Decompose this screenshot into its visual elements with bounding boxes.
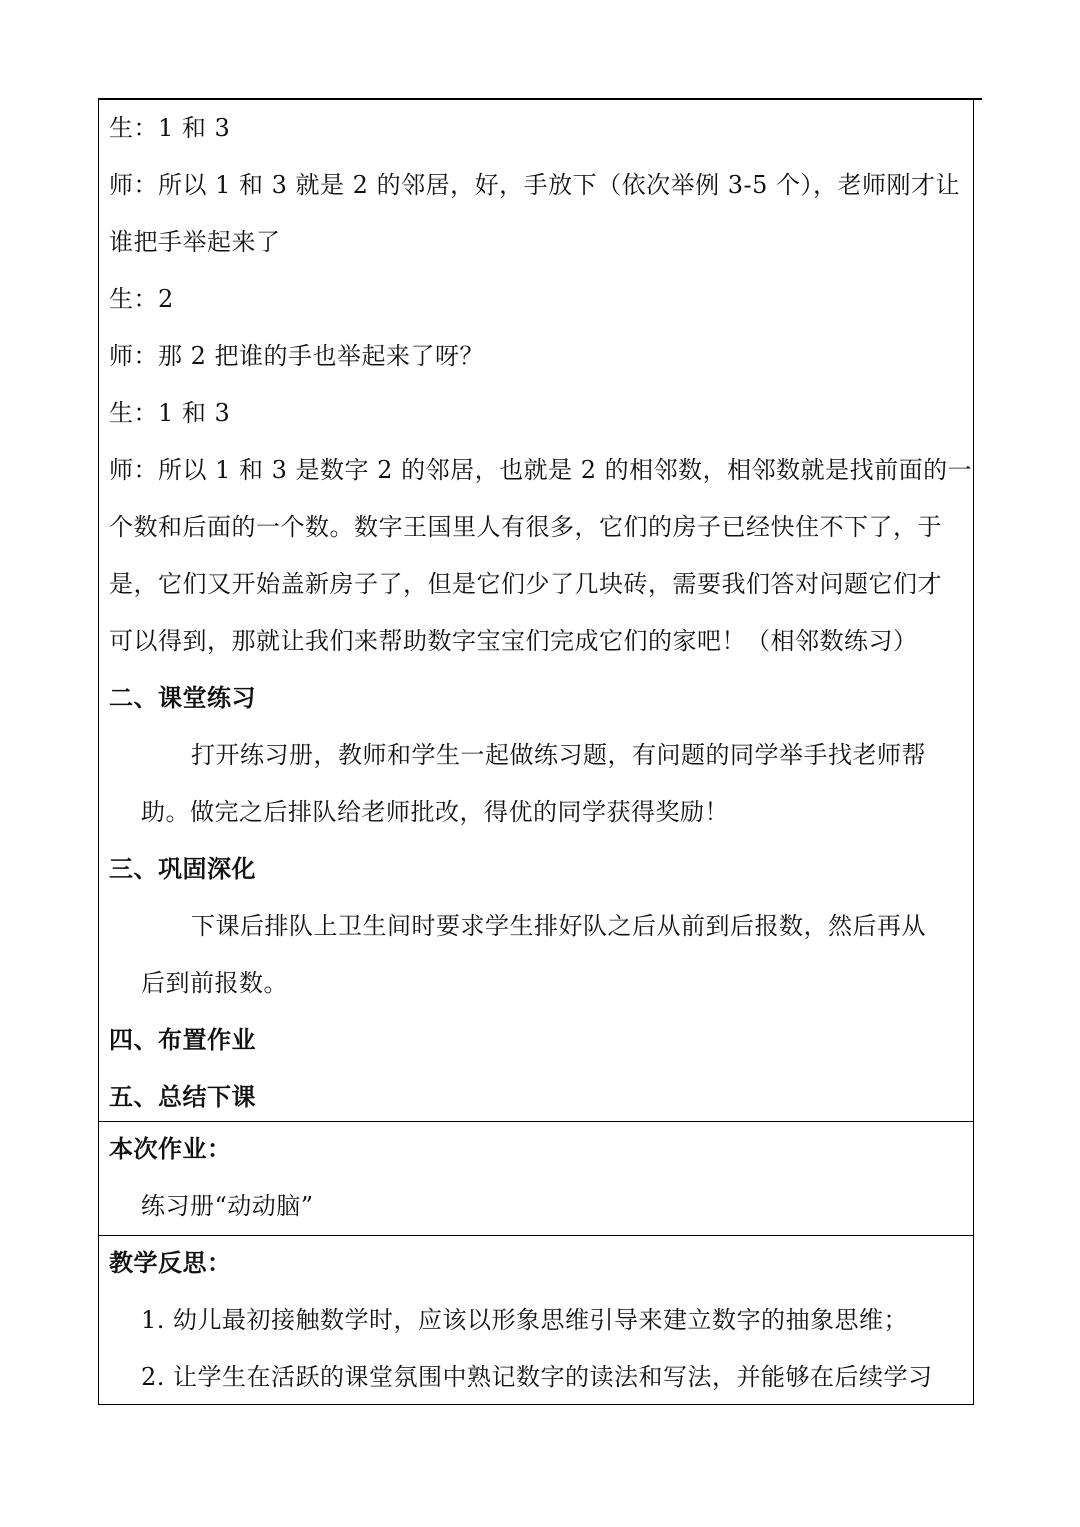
homework-title: 本次作业： <box>109 1134 232 1163</box>
section-heading-summary: 五、总结下课 <box>109 1082 256 1111</box>
dialogue-line: 可以得到，那就让我们来帮助数字宝宝们完成它们的家吧！（相邻数练习） <box>109 627 918 655</box>
section-heading-consolidation: 三、巩固深化 <box>109 854 256 883</box>
reflection-cell <box>99 1235 973 1406</box>
paragraph-line: 打开练习册，教师和学生一起做练习题，有问题的同学举手找老师帮 <box>191 741 926 769</box>
dialogue-line: 谁把手举起来了 <box>109 228 281 256</box>
dialogue-line: 师：那 2 把谁的手也举起来了呀？ <box>109 342 485 370</box>
dialogue-line: 生：2 <box>109 285 174 313</box>
reflection-item: 2. 让学生在活跃的课堂氛围中熟记数字的读法和写法，并能够在后续学习 <box>141 1363 933 1391</box>
dialogue-line: 是，它们又开始盖新房子了，但是它们少了几块砖，需要我们答对问题它们才 <box>109 570 942 598</box>
dialogue-line: 个数和后面的一个数。数字王国里人有很多，它们的房子已经快住不下了，于 <box>109 513 942 541</box>
dialogue-line: 师：所以 1 和 3 就是 2 的邻居，好，手放下（依次举例 3-5 个），老师刚才让 <box>109 171 960 199</box>
paragraph-line: 后到前报数。 <box>141 969 288 997</box>
dialogue-line: 生：1 和 3 <box>109 399 231 427</box>
section-heading-practice: 二、课堂练习 <box>109 683 256 712</box>
homework-content: 练习册“动动脑” <box>141 1192 314 1220</box>
section-heading-homework: 四、布置作业 <box>109 1025 256 1054</box>
lesson-process-cell <box>99 99 973 1121</box>
reflection-item: 1. 幼儿最初接触数学时，应该以形象思维引导来建立数字的抽象思维； <box>141 1306 909 1334</box>
dialogue-line: 师：所以 1 和 3 是数字 2 的邻居，也就是 2 的相邻数，相邻数就是找前面的一 <box>109 456 973 484</box>
homework-cell <box>99 1121 973 1235</box>
paragraph-line: 下课后排队上卫生间时要求学生排好队之后从前到后报数，然后再从 <box>191 912 926 940</box>
dialogue-line: 生：1 和 3 <box>109 114 231 142</box>
reflection-title: 教学反思： <box>109 1248 232 1277</box>
paragraph-line: 助。做完之后排队给老师批改，得优的同学获得奖励！ <box>141 798 729 826</box>
lesson-plan-table <box>98 98 974 1405</box>
